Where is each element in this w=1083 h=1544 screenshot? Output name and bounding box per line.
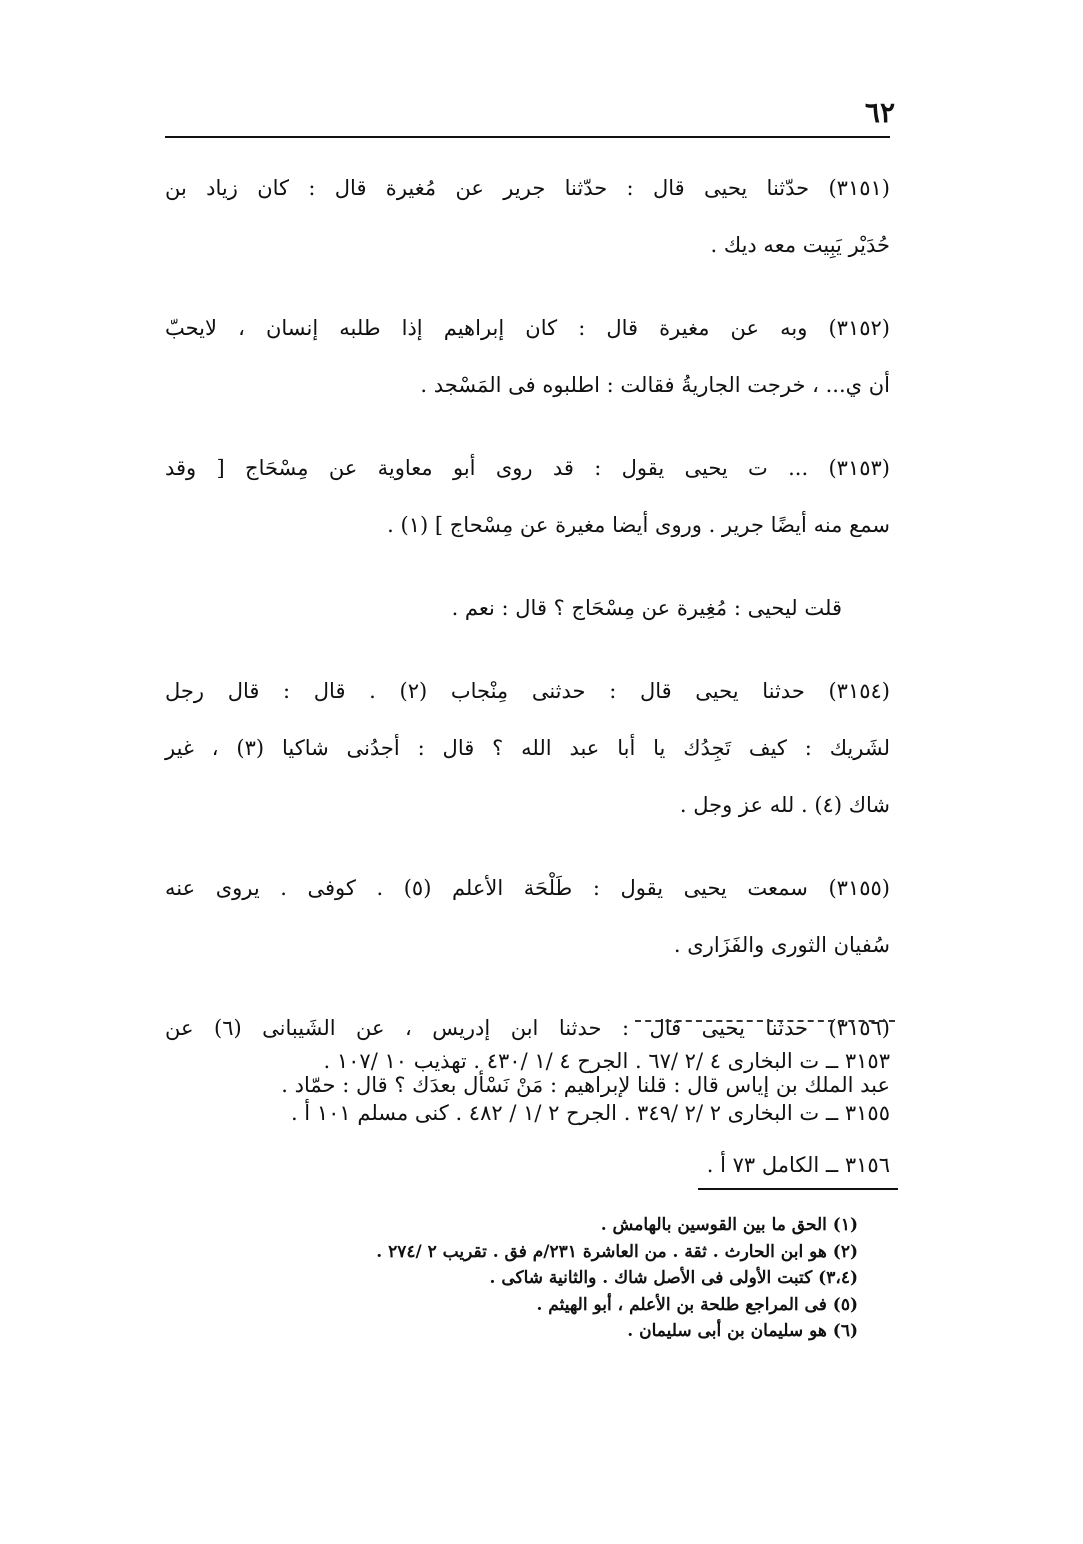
footnote: (٥) فى المراجع طلحة بن الأعلم ، أبو الهيثم . (536, 1294, 858, 1315)
footnote: (٢) هو ابن الحارث . ثقة . من العاشرة ٢٣١/م فق . تقريب ٢ /٢٧٤ . (376, 1241, 858, 1262)
text-line: (٣١٥٥) سمعت يحيى يقول : طَلْحَة الأعلم (٥) . كوفى . يروى عنه (165, 876, 890, 900)
footnotes-divider (698, 1188, 898, 1190)
text-line: قلت ليحيى : مُغِيرة عن مِسْحَاج ؟ قال : نعم . (451, 596, 842, 620)
paragraph-3154 (165, 663, 890, 834)
text-line: سُفيان الثورى والفَزَارى . (673, 933, 890, 957)
page-number: ٦٢ (864, 96, 895, 129)
text-line: لشَريك : كيف تَجِدُك يا أبا عبد الله ؟ قال : أجدُنى شاكيا (٣) ، غير (165, 736, 890, 760)
reference-line: ٣١٥٣ ــ ت البخارى ٤ /٢ /٦٧ . الجرح ٤ /١ /٤٣٠ . تهذيب ١٠ /١٠٧ . (323, 1049, 890, 1073)
reference-line: ٣١٥٦ ــ الكامل ٧٣ أ . (706, 1153, 890, 1177)
text-line: (٣١٥٢) وبه عن مغيرة قال : كان إبراهيم إذا طلبه إنسان ، لايحبّ (165, 316, 890, 340)
text-line: سمع منه أيضًا جرير . وروى أيضا مغيرة عن مِسْحاج ] (١) . (387, 513, 890, 537)
reference-line: ٣١٥٥ ــ ت البخارى ٢ /٢ /٣٤٩ . الجرح ٢ /١ / ٤٨٢ . كنى مسلم ١٠١ أ . (290, 1101, 890, 1125)
footnote: (٦) هو سليمان بن أبى سليمان . (627, 1321, 858, 1341)
footnotes-block (158, 1212, 858, 1345)
paragraph-question (165, 580, 890, 637)
main-text (165, 160, 890, 1140)
paragraph-3152 (165, 300, 890, 414)
references-divider (635, 1020, 895, 1022)
text-line: (٣١٥٦) حدثنا يحيى قال : حدثنا ابن إدريس ، عن الشَيبانى (٦) عن (165, 1016, 890, 1040)
paragraph-3153 (165, 440, 890, 554)
text-line: (٣١٥١) حدّثنا يحيى قال : حدّثنا جرير عن مُغيرة قال : كان زياد بن (165, 176, 890, 200)
header-rule (165, 136, 890, 138)
references-block (165, 1035, 890, 1191)
text-line: (٣١٥٣) ... ت يحيى يقول : قد روى أبو معاوية عن مِسْحَاج [ وقد (165, 456, 890, 480)
text-line: شاك (٤) . لله عز وجل . (679, 793, 890, 817)
footnote: (٣،٤) كتبت الأولى فى الأصل شاك . والثانية شاكى . (489, 1268, 858, 1288)
text-line: (٣١٥٤) حدثنا يحيى قال : حدثنى مِنْجاب (٢) . قال : قال رجل (165, 679, 890, 703)
text-line: عبد الملك بن إياس قال : قلنا لإبراهيم : مَنْ نَسْأل بعدَك ؟ قال : حمّاد . (281, 1073, 890, 1097)
paragraph-3155 (165, 860, 890, 974)
paragraph-3151 (165, 160, 890, 274)
footnote: (١) الحق ما بين القوسين بالهامش . (600, 1215, 858, 1235)
text-line: حُدَيْر يَبِيت معه ديك . (710, 233, 890, 257)
text-line: أن ي... ، خرجت الجاريةُ فقالت : اطلبوه فى المَسْجد . (420, 373, 890, 397)
